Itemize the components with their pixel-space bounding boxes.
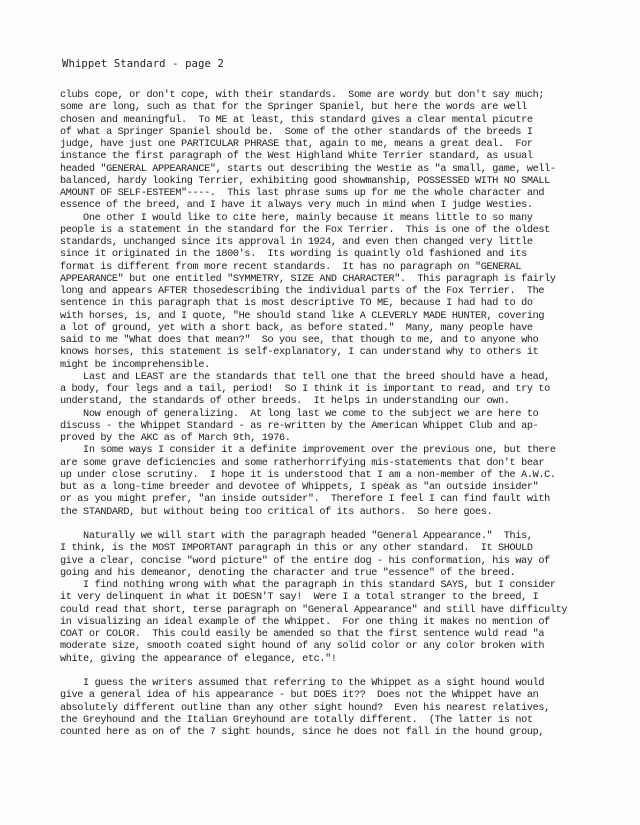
text-line: in visualizing an ideal example of the Whippet. For one thing it makes no mention of — [60, 616, 550, 628]
text-line: a body, four legs and a tail, period! So I think it is important to read, and try to — [60, 384, 550, 395]
text-line: are some grave deficiencies and some ratherhorrifying mis-statements that don't bear — [60, 457, 545, 469]
text-line: AMOUNT OF SELF-ESTEEM"----. This last phrase sums up for me the whole character and — [60, 188, 545, 199]
text-line: people is a statement in the standard for the Fox Terrier. This is one of the oldest — [60, 224, 550, 236]
text-line: headed "GENERAL APPEARANCE", starts out describing the Westie as "a small, game, well- — [60, 163, 556, 175]
text-line: sentence in this paragraph that is most descriptive TO ME, because I had had to do — [60, 298, 533, 310]
text-line: essence of the breed, and I have it always very much in mind when I judge Westies. — [60, 200, 533, 212]
text-line: since it originated in the 1800's. Its wording is quaintly old fashioned and its — [60, 249, 527, 261]
text-line: absolutely different outline than any other sight hound? Even his nearest relatives, — [60, 702, 550, 714]
text-line: format is different from more recent standards. It has no paragraph on "GENERAL — [60, 261, 522, 273]
text-line: or as you might prefer, "an inside outsider". Therefore I feel I can find fault with — [60, 494, 550, 506]
text-line: give a clear, concise "word picture" of the entire dog - his conformation, his way of — [60, 555, 550, 567]
text-line: might be incomprehensible. — [60, 359, 210, 371]
text-line: said to me "What does that mean?" So you see, that though to me, and to anyone who — [60, 335, 539, 346]
text-line: long and appears AFTER thosedescribing the individual parts of the Fox Terrier. The — [60, 286, 545, 297]
text-line: Naturally we will start with the paragraph headed "General Appearance." This, — [60, 531, 533, 542]
text-line: I guess the writers assumed that referring to the Whippet as a sight hound would — [60, 678, 545, 689]
text-line: Now enough of generalizing. At long last we come to the subject we are here to — [60, 408, 539, 420]
text-line: proved by the AKC as of March 9th, 1976. — [60, 433, 291, 444]
text-line: COAT or COLOR. This could easily be amended so that the first sentence wuld read "a — [60, 629, 545, 640]
text-line: the STANDARD, but without being too critical of its authors. So here goes. — [60, 506, 493, 518]
text-line: give a general idea of his appearance - but DOES it?? Does not the Whippet have an — [60, 690, 539, 702]
text-line: but as a long-time breeder and devotee of Whippets, I speak as "an outside insider" — [60, 482, 539, 493]
text-line: it very delinquent in what it DOESN'T say! Were I a total stranger to the breed, I — [60, 592, 539, 604]
text-line: with horses, is, and I quote, "He should stand like A CLEVERLY MADE HUNTER, covering — [60, 310, 545, 322]
paragraph-gap — [60, 519, 635, 531]
text-line: a lot of ground, yet with a short back, as before stated." Many, many people have — [60, 322, 533, 334]
document-body — [60, 90, 635, 739]
text-line: up under close scrutiny. I hope it is understood that I am a non-member of the A.W.C. — [60, 469, 556, 481]
text-line: One other I would like to cite here, mainly because it means little to so many — [60, 212, 533, 224]
text-line: counted here as on of the 7 sight hounds, since he does not fall in the hound group, — [60, 727, 545, 738]
paragraph-gap — [60, 666, 635, 678]
text-line: moderate size, smooth coated sight hound of any solid color or any color broken with — [60, 641, 545, 653]
text-line: In some ways I consider it a definite improvement over the previous one, but there — [60, 445, 556, 457]
text-line: I find nothing wrong with what the paragraph in this standard SAYS, but I consider — [60, 580, 556, 591]
text-line: instance the first paragraph of the West Highland White Terrier standard, as usual — [60, 151, 533, 163]
text-line: some are long, such as that for the Springer Spaniel, but here the words are well — [60, 102, 527, 114]
page-header: Whippet Standard - page 2 — [62, 58, 224, 70]
text-line: balanced, hardy looking Terrier, exhibiting good showmanship, POSSESSED WITH NO SMALL — [60, 175, 550, 187]
text-line: clubs cope, or don't cope, with their standards. Some are wordy but don't say much; — [60, 90, 545, 101]
text-line: of what a Springer Spaniel should be. Some of the other standards of the breeds I — [60, 126, 533, 138]
text-line: standards, unchanged since its approval in 1924, and even then changed very little — [60, 237, 533, 248]
text-line: chosen and meaningful. To ME at least, this standard gives a clear mental picutre — [60, 114, 533, 126]
text-line: Last and LEAST are the standards that tell one that the breed should have a head, — [60, 371, 550, 383]
text-line: could read that short, terse paragraph on "General Appearance" and still have difficulty — [60, 604, 568, 616]
text-line: the Greyhound and the Italian Greyhound are totally different. (The latter is not — [60, 714, 533, 726]
text-line: discuss - the Whippet Standard - as re-written by the American Whippet Club and ap- — [60, 420, 539, 432]
text-line: going and his demeanor, denoting the character and true "essence" of the breed. — [60, 567, 516, 579]
text-line: judge, have just one PARTICULAR PHRASE that, again to me, means a great deal. For — [60, 139, 533, 150]
text-line: I think, is the MOST IMPORTANT paragraph in this or any other standard. It SHOULD — [60, 543, 533, 555]
text-line: knows horses, this statement is self-explanatory, I can understand why to others it — [60, 347, 539, 359]
text-line: APPEARANCE" but one entitled "SYMMETRY, SIZE AND CHARACTER". This paragraph is fairly — [60, 273, 556, 285]
text-line: white, giving the appearance of elegance, etc."! — [60, 653, 337, 665]
text-line: understand, the standards of other breeds. It helps in understanding our own. — [60, 396, 510, 408]
